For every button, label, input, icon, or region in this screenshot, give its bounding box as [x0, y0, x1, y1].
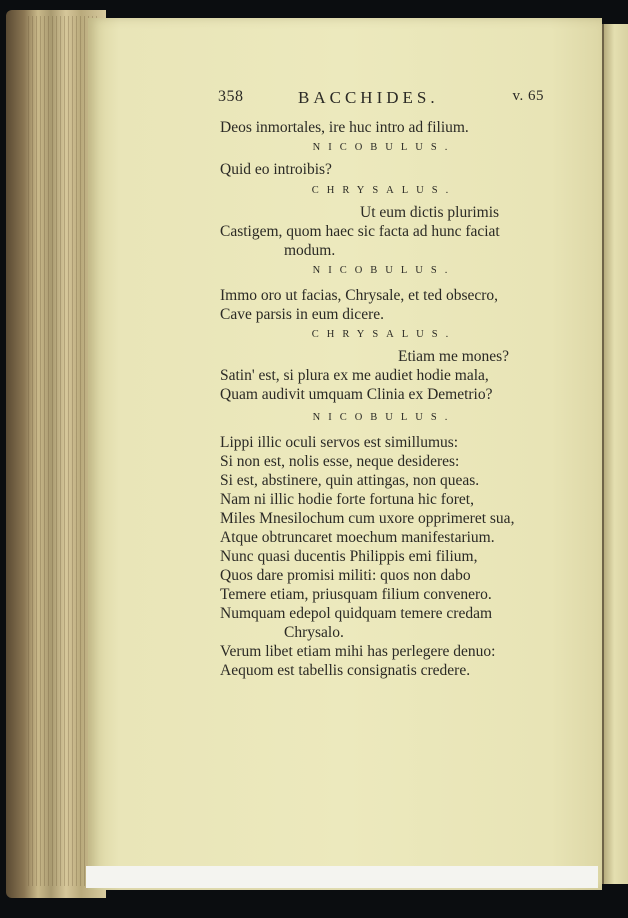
- verse-line: Ut eum dictis plurimis: [360, 204, 500, 221]
- speaker-name: CHRYSALUS.: [311, 329, 457, 340]
- verse-line: Deos inmortales, ire huc intro ad filium.: [220, 119, 469, 136]
- speaker-name: NICOBULUS.: [312, 412, 456, 423]
- running-header: [218, 88, 548, 110]
- verse-line: Quam audivit umquam Clinia ex Demetrio?: [220, 386, 493, 403]
- verse-line: Nunc quasi ducentis Philippis emi filium,: [220, 548, 478, 565]
- running-title: BACCHIDES.: [298, 88, 439, 107]
- verse-line: Chrysalo.: [284, 624, 344, 641]
- verse-line: Aequom est tabellis consignatis credere.: [220, 662, 471, 679]
- verse-line: Si est, abstinere, quin attingas, non queas.: [220, 472, 480, 489]
- verse-line: modum.: [284, 242, 336, 259]
- verse-line: Si non est, nolis esse, neque desideres:: [220, 453, 460, 470]
- verse-number: v. 65: [512, 88, 544, 104]
- speaker-name: CHRYSALUS.: [311, 185, 457, 196]
- verse-line: Miles Mnesilochum cum uxore opprimeret sua,: [220, 510, 515, 527]
- verse-line: Verum libet etiam mihi has perlegere denuo:: [220, 643, 496, 660]
- verse-line: Numquam edepol quidquam temere credam: [220, 605, 493, 622]
- verse-line: Nam ni illic hodie forte fortuna hic foret,: [220, 491, 474, 508]
- verse-line: Castigem, quom haec sic facta ad hunc faciat: [220, 223, 500, 240]
- page-number: 358: [218, 88, 244, 105]
- verse-line: Etiam me mones?: [398, 348, 510, 365]
- verse-line: Cave parsis in eum dicere.: [220, 306, 384, 323]
- speaker-name: NICOBULUS.: [312, 265, 456, 276]
- verse-line: Atque obtruncaret moechum manifestarium.: [220, 529, 495, 546]
- verse-line: Lippi illic oculi servos est simillumus:: [220, 434, 459, 451]
- speaker-name: NICOBULUS.: [312, 142, 456, 153]
- verse-line: Immo oro ut facias, Chrysale, et ted obsecro,: [220, 287, 499, 304]
- verse-line: Temere etiam, priusquam filium convenero.: [220, 586, 492, 603]
- verse-line: Quid eo introibis?: [220, 161, 332, 178]
- verse-line: Quos dare promisi militi: quos non dabo: [220, 567, 471, 584]
- verse-line: Satin' est, si plura ex me audiet hodie mala,: [220, 367, 489, 384]
